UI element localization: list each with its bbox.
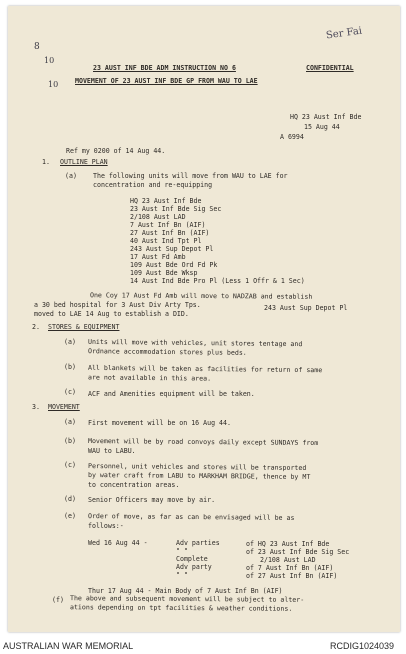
footer-id: RCDIG1024039	[330, 641, 395, 651]
unit-item: 109 Aust Bde Ord Fd Pk	[130, 261, 218, 269]
unit-item: 23 Aust Inf Bde Sig Sec	[130, 205, 222, 213]
handwritten-mark: 8	[34, 42, 40, 52]
para-text: concentration and re-equipping	[93, 181, 213, 189]
schedule-line: Thur 17 Aug 44 - Main Body of 7 Aust Inf Bn (AIF)	[88, 587, 283, 595]
schedule-right: of HQ 23 Aust Inf Bde	[246, 540, 330, 548]
document-title: 23 AUST INF BDE ADM INSTRUCTION NO 6	[93, 64, 236, 72]
para-label: (d)	[64, 495, 76, 503]
para-label: (a)	[64, 338, 76, 346]
schedule-left: " "	[176, 547, 188, 555]
schedule-right: of 27 Aust Inf Bn (AIF)	[246, 572, 338, 580]
para-text: All blankets will be taken as facilities for return of same	[87, 363, 323, 375]
hq-line: HQ 23 Aust Inf Bde	[290, 113, 362, 121]
reference-line: Ref my 0200 of 14 Aug 44.	[66, 147, 166, 155]
section-heading: MOVEMENT	[48, 403, 80, 411]
footer-source: AUSTRALIAN WAR MEMORIAL	[3, 641, 134, 651]
para-text: follows:-	[88, 522, 124, 530]
schedule-right: of 23 Aust Inf Bde Sig Sec	[246, 548, 350, 556]
schedule-right: 2/108 Aust LAD	[260, 556, 316, 564]
para-text: The following units will move from WAU to LAE for	[93, 172, 288, 180]
unit-item: 7 Aust Inf Bn (AIF)	[130, 221, 206, 229]
document-page	[8, 6, 400, 632]
para-text: ACF and Amenities equipment will be taken.	[88, 390, 255, 398]
para-text: ations depending on tpt facilities & weather conditions.	[69, 603, 293, 613]
schedule-left: Adv parties	[176, 539, 220, 547]
schedule-left: " "	[176, 571, 188, 579]
classification-label: CONFIDENTIAL	[306, 64, 354, 72]
schedule-left: Complete	[176, 555, 208, 563]
hq-reference: A 6994	[280, 133, 304, 141]
unit-item: 109 Aust Bde Wksp	[130, 269, 198, 277]
schedule-left: Adv party	[176, 563, 212, 571]
para-label: (b)	[64, 363, 76, 371]
section-number: 1.	[42, 158, 50, 166]
handwritten-mark: 10	[44, 56, 55, 65]
para-text: First movement will be on 16 Aug 44.	[88, 419, 231, 427]
para-text: WAU to LABU.	[88, 447, 136, 455]
para-text: The above and subsequent movement will be subject to alter-	[69, 594, 305, 604]
note-text: a 30 bed hospital for 3 Aust Div Arty Tps.	[34, 301, 201, 309]
unit-item: 17 Aust Fd Amb	[130, 253, 186, 261]
para-text: to concentration areas.	[88, 481, 180, 489]
para-text: Order of move, as far as can be envisaged will be as	[87, 512, 295, 522]
para-text: Movement will be by road convoys daily except SUNDAYS from	[87, 436, 319, 448]
para-text: are not available in this area.	[87, 373, 212, 383]
para-text: by water craft from LABU to MARKHAM BRIDGE, thence by MT	[87, 471, 311, 481]
para-label: (b)	[64, 437, 76, 445]
unit-item: HQ 23 Aust Inf Bde	[130, 197, 202, 205]
hq-date: 15 Aug 44	[304, 123, 340, 131]
para-label: (f)	[52, 596, 64, 604]
para-label: (e)	[64, 512, 76, 520]
para-text: Ordnance accommodation stores plus beds.	[87, 347, 247, 357]
document-subtitle: MOVEMENT OF 23 AUST INF BDE GP FROM WAU TO LAE	[75, 77, 258, 85]
note-text: One Coy 17 Aust Fd Amb will move to NADZAB and establish	[89, 291, 313, 301]
section-heading: OUTLINE PLAN	[60, 158, 108, 166]
handwritten-note: Ser Fai	[325, 25, 363, 42]
archive-footer	[0, 638, 406, 654]
para-label: (c)	[64, 388, 76, 396]
unit-item: 243 Aust Sup Depot Pl	[130, 245, 214, 253]
handwritten-mark: 10	[48, 80, 59, 89]
para-label: (a)	[64, 418, 76, 426]
note-text: moved to LAE 14 Aug to establish a DID.	[34, 310, 189, 318]
note-text: 243 Aust Sup Depot Pl	[264, 304, 348, 312]
para-text: Personnel, unit vehicles and stores will be transported	[87, 462, 307, 472]
section-heading: STORES & EQUIPMENT	[48, 323, 120, 331]
para-label: (c)	[64, 461, 76, 469]
unit-item: 27 Aust Inf Bn (AIF)	[130, 229, 210, 237]
unit-item: 14 Aust Ind Bde Pro Pl (Less 1 Offr & 1 Sec)	[130, 277, 305, 285]
schedule-date: Wed 16 Aug 44 -	[88, 539, 148, 547]
schedule-right: of 7 Aust Inf Bn (AIF)	[246, 564, 334, 572]
para-label: (a)	[65, 172, 77, 180]
unit-item: 2/108 Aust LAD	[130, 213, 186, 221]
para-text: Senior Officers may move by air.	[88, 496, 216, 504]
para-text: Units will move with vehicles, unit stores tentage and	[87, 337, 303, 349]
unit-item: 40 Aust Ind Tpt Pl	[130, 237, 202, 245]
section-number: 3.	[32, 403, 40, 411]
section-number: 2.	[32, 323, 40, 331]
